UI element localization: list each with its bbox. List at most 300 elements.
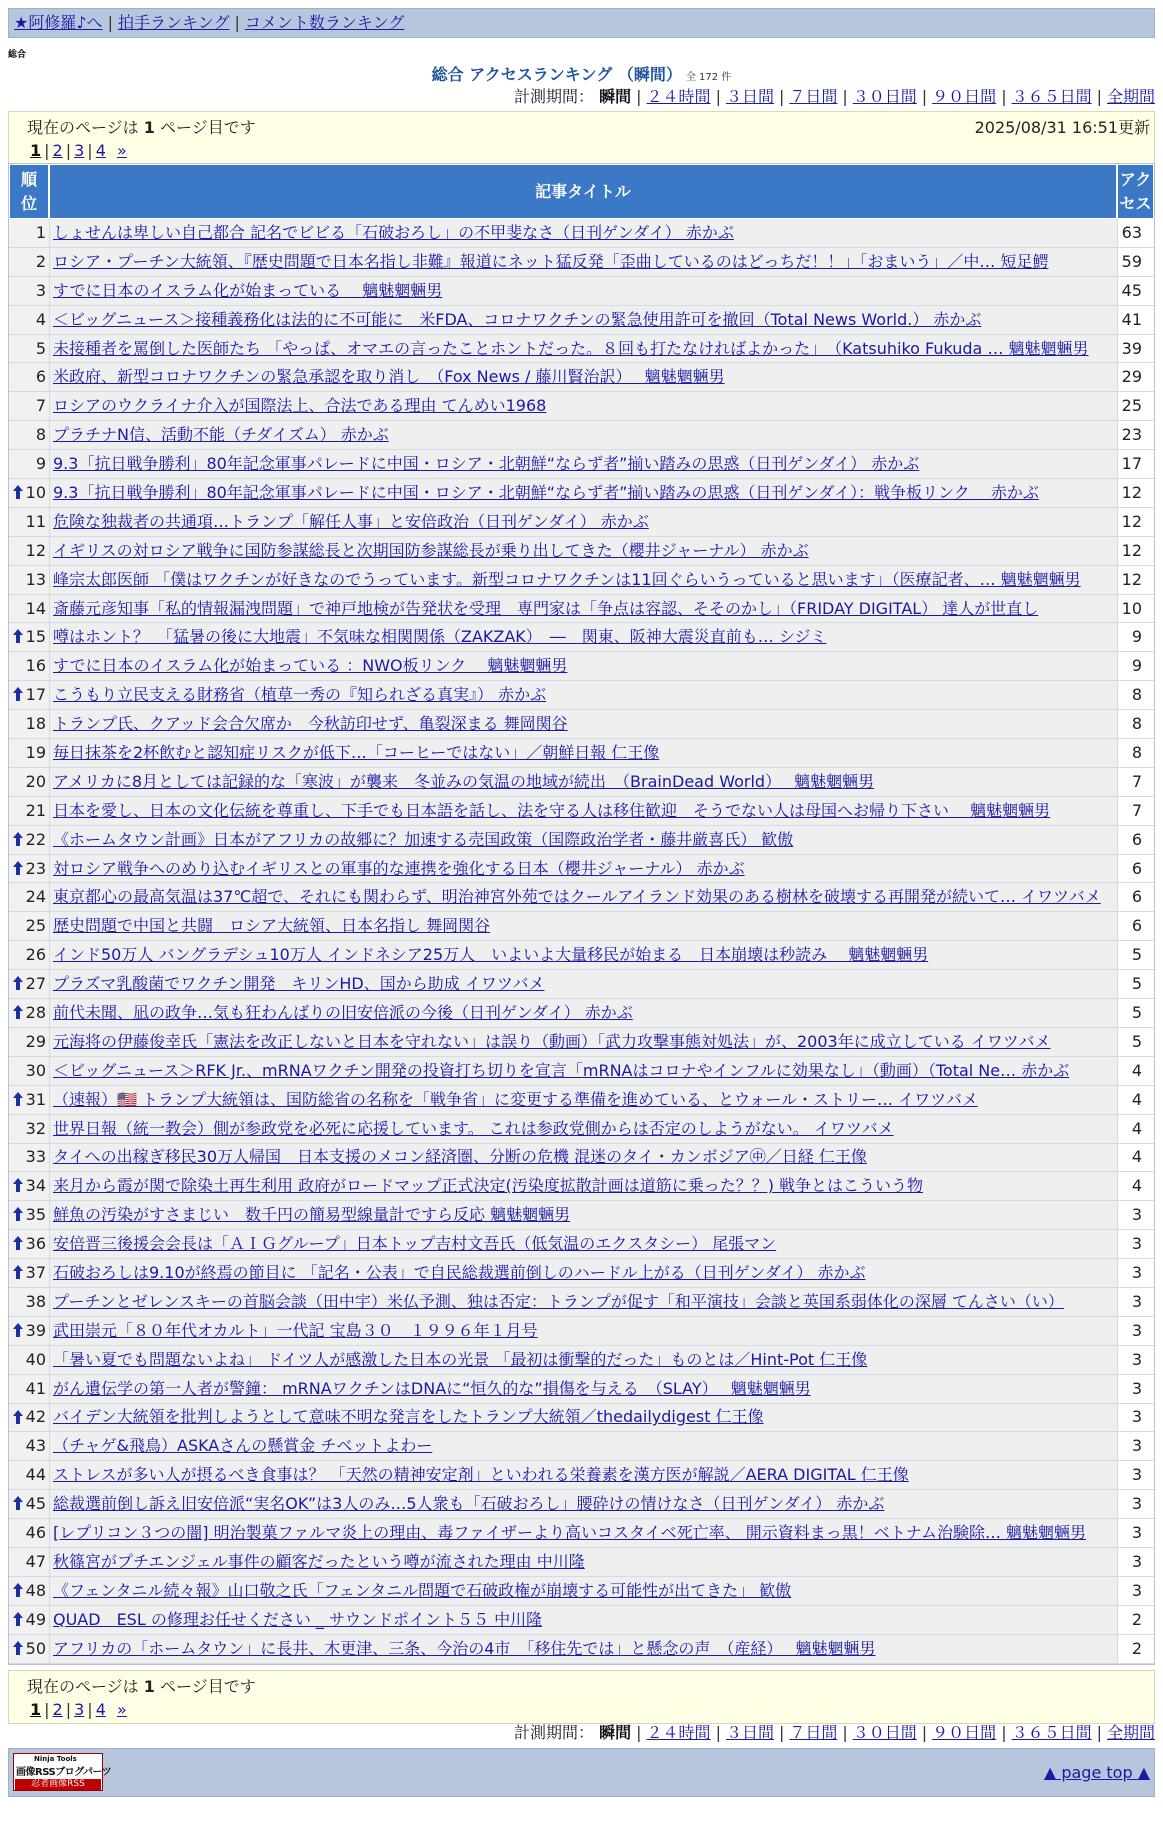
article-title-link[interactable]: 未接種者を罵倒した医師たち 「やっぱ、オマエの言ったことホントだった。８回も打たなければよかった」 （Katsuhiko Fukuda … 魑魅魍魎男 (53, 338, 1089, 358)
rank-number: 12 (25, 540, 46, 560)
next-page-link[interactable]: » (116, 1700, 127, 1719)
up-arrow-icon (12, 1322, 24, 1338)
rank-cell (9, 421, 49, 450)
rank-number: 31 (25, 1089, 46, 1109)
access-count: 4 (1117, 1057, 1154, 1086)
rank-number: 30 (25, 1060, 46, 1080)
article-title-link[interactable]: 鮮魚の汚染がすさまじい 数千円の簡易型線量計ですら反応 魑魅魍魎男 (53, 1205, 571, 1225)
article-title-link[interactable]: バイデン大統領を批判しようとして意味不明な発言をしたトランプ大統領／thedailydigest 仁王像 (53, 1407, 764, 1427)
access-count: 3 (1117, 1461, 1154, 1490)
access-count: 4 (1117, 1144, 1154, 1173)
title-cell (49, 595, 1117, 624)
title-cell (49, 623, 1117, 652)
rank-number: 27 (25, 974, 46, 994)
table-row (9, 855, 1154, 884)
period-7d-link[interactable]: ７日間 (789, 87, 838, 106)
rank-cell (9, 1548, 49, 1577)
access-count: 2 (1117, 1606, 1154, 1635)
article-title-link[interactable]: 安倍晋三後援会会長は「ＡＩＧグループ」日本トップ吉村文吾氏（低気温のエクスタシー） 尾張マン (53, 1234, 777, 1254)
up-arrow-icon (12, 1004, 24, 1020)
separator: | (107, 13, 113, 32)
article-title-link[interactable]: 米政府、新型コロナワクチンの緊急承認を取り消し （Fox News / 藤川賢治訳） 魑魅魍魎男 (53, 367, 725, 387)
rank-cell (9, 248, 49, 277)
article-title-link[interactable]: すでに日本のイスラム化が始まっている 魑魅魍魎男 (53, 280, 443, 300)
ninja-badge-small-text: Ninja Tools (34, 1755, 77, 1763)
next-page-link[interactable]: » (116, 141, 127, 160)
access-count: 3 (1117, 1577, 1154, 1606)
table-row (9, 1201, 1154, 1230)
applause-ranking-link[interactable]: 拍手ランキング (117, 13, 230, 32)
article-title-link[interactable]: 斎藤元彦知事「私的情報漏洩問題」で神戸地検が告発状を受理 専門家は「争点は容認、そそのかし」（FRIDAY DIGITAL） 達人が世直し (53, 598, 1039, 618)
rank-number: 33 (25, 1147, 46, 1167)
table-row (9, 1115, 1154, 1144)
rank-cell (9, 710, 49, 739)
title-cell (49, 1144, 1117, 1173)
up-arrow-icon (12, 484, 24, 500)
table-row (9, 219, 1154, 248)
article-title-link[interactable]: （チャゲ&飛鳥）ASKAさんの懸賞金 チベットよわー (53, 1436, 433, 1456)
page-title (0, 62, 1163, 85)
comment-ranking-link[interactable]: コメント数ランキング (244, 13, 405, 32)
rank-number: 15 (25, 627, 46, 647)
up-arrow-icon (12, 860, 24, 876)
rank-number: 5 (35, 338, 46, 358)
period-all-link[interactable]: 全期間 (1106, 1723, 1155, 1742)
title-cell (49, 710, 1117, 739)
rank-number: 10 (25, 482, 46, 502)
rank-cell (9, 363, 49, 392)
up-arrow-icon (12, 686, 24, 702)
article-title-link[interactable]: 前代未聞、凪の政争…気も狂わんばりの旧安倍派の今後（日刊ゲンダイ） 赤かぶ (53, 1002, 633, 1022)
rank-cell (9, 508, 49, 537)
title-cell (49, 1490, 1117, 1519)
access-count: 3 (1117, 1432, 1154, 1461)
table-row (9, 479, 1154, 508)
title-cell (49, 248, 1117, 277)
rank-number: 4 (35, 309, 46, 329)
table-row (9, 1461, 1154, 1490)
article-title-link[interactable]: 危険な独裁者の共通項…トランプ「解任人事」と安倍政治（日刊ゲンダイ） 赤かぶ (53, 511, 649, 531)
title-cell (49, 1201, 1117, 1230)
access-count: 4 (1117, 1115, 1154, 1144)
article-title-link[interactable]: 9.3「抗日戦争勝利」80年記念軍事パレードに中国・ロシア・北朝鮮“ならず者”揃い踏みの思惑（日刊ゲンダイ）：戦争板リンク 赤かぶ (53, 482, 1039, 502)
rank-cell (9, 970, 49, 999)
table-row (9, 1404, 1154, 1433)
table-row (9, 595, 1154, 624)
article-title-link[interactable]: しょせんは卑しい自己都合 記名でビビる「石破おろし」の不甲斐なさ（日刊ゲンダイ） 赤かぶ (53, 222, 734, 242)
title-cell (49, 768, 1117, 797)
rank-number: 41 (25, 1378, 46, 1398)
page-2-link[interactable]: 2 (52, 1700, 63, 1719)
rank-cell (9, 1375, 49, 1404)
article-title-link[interactable]: トランプ氏、クアッド会合欠席か 今秋訪印せず、亀裂深まる 舞岡関谷 (53, 714, 568, 734)
access-count: 59 (1117, 248, 1154, 277)
rank-number: 3 (35, 280, 46, 300)
rank-cell (9, 855, 49, 884)
ranking-table (8, 163, 1155, 1665)
table-row (9, 1577, 1154, 1606)
period-current: 瞬間 (599, 87, 632, 106)
page-1-link[interactable]: 1 (30, 1700, 42, 1719)
current-page-text: 現在のページは 1 ページ目です (27, 1677, 256, 1696)
access-count: 12 (1117, 508, 1154, 537)
title-cell (49, 912, 1117, 941)
period-3d-link[interactable]: ３日間 (725, 87, 774, 106)
rank-cell (9, 537, 49, 566)
table-row (9, 1288, 1154, 1317)
access-count: 3 (1117, 1375, 1154, 1404)
ninja-badge-red-text: 忍者画像RSS (15, 1779, 101, 1790)
article-title-link[interactable]: 元海将の伊藤俊幸氏「憲法を改正しないと日本を守れない」は誤り（動画）「武力攻撃事態対処法」が、2003年に成立している イワツバメ (53, 1031, 1051, 1051)
article-title-link[interactable]: [レプリコン３つの闇] 明治製菓ファルマ炎上の理由、毒ファイザーより高いコスタイベ死亡率、 開示資料まっ黒！ベトナム治験除… 魑魅魍魎男 (53, 1523, 1087, 1543)
rank-cell (9, 1288, 49, 1317)
title-cell (49, 652, 1117, 681)
access-count: 6 (1117, 912, 1154, 941)
period-30d-link[interactable]: ３０日間 (852, 87, 917, 106)
article-title-link[interactable]: 毎日抹茶を2杯飲むと認知症リスクが低下…「コーヒーではない」／朝鮮日報 仁王像 (53, 742, 660, 762)
pager-bottom (8, 1670, 1155, 1724)
title-cell (49, 1375, 1117, 1404)
article-title-link[interactable]: 対ロシア戦争へのめり込むイギリスとの軍事的な連携を強化する日本（櫻井ジャーナル） 赤かぶ (53, 858, 745, 878)
table-row (9, 421, 1154, 450)
ninja-badge-main-text: 画像RSSブログパーツ (16, 1767, 112, 1778)
rank-cell (9, 277, 49, 306)
rank-cell (9, 450, 49, 479)
access-count: 3 (1117, 1519, 1154, 1548)
title-cell (49, 1288, 1117, 1317)
title-cell (49, 1346, 1117, 1375)
article-title-link[interactable]: 来月から霞が関で除染土再生利用 政府がロードマップ正式決定(汚染度拡散計画は道筋に乗った？？) 戦争とはこういう物 (53, 1176, 924, 1196)
rank-cell (9, 1490, 49, 1519)
rank-cell (9, 1115, 49, 1144)
article-title-link[interactable]: 峰宗太郎医師 「僕はワクチンが好きなのでうっています。新型コロナワクチンは11回ぐらいうっていると思います」（医療記者、… 魑魅魍魎男 (53, 569, 1081, 589)
rank-number: 42 (25, 1407, 46, 1427)
article-title-link[interactable]: （速報）🇺🇸 トランプ大統領は、国防総省の名称を「戦争省」に変更する準備を進めている、とウォール・ストリー… イワツバメ (53, 1089, 978, 1109)
period-30d-link[interactable]: ３０日間 (852, 1723, 917, 1742)
table-row (9, 363, 1154, 392)
access-count: 41 (1117, 306, 1154, 335)
page-title-text: 総合 アクセスランキング （瞬間） (431, 65, 682, 84)
table-row (9, 1432, 1154, 1461)
article-title-link[interactable]: インド50万人 バングラデシュ10万人 インドネシア25万人 いよいよ大量移民が始まる 日本崩壊は秒読み 魑魅魍魎男 (53, 945, 929, 965)
footer-bar (8, 1748, 1155, 1797)
title-cell (49, 1259, 1117, 1288)
rank-cell (9, 1057, 49, 1086)
title-cell (49, 970, 1117, 999)
table-row (9, 941, 1154, 970)
period-90d-link[interactable]: ９０日間 (932, 87, 997, 106)
access-count: 5 (1117, 941, 1154, 970)
access-count: 12 (1117, 479, 1154, 508)
rank-cell (9, 826, 49, 855)
article-title-link[interactable]: タイへの出稼ぎ移民30万人帰国 日本支援のメコン経済圏、分断の危機 混迷のタイ・カンボジア㊥／日経 仁王像 (53, 1147, 867, 1167)
page-4-link[interactable]: 4 (95, 1700, 106, 1719)
rank-number: 1 (35, 222, 46, 242)
rank-cell (9, 797, 49, 826)
page-2-link[interactable]: 2 (52, 141, 63, 160)
table-row (9, 537, 1154, 566)
access-count: 2 (1117, 1635, 1154, 1664)
access-count: 3 (1117, 1288, 1154, 1317)
access-count: 8 (1117, 710, 1154, 739)
updated-timestamp: 2025/08/31 16:51更新 (974, 118, 1150, 137)
rank-number: 28 (25, 1002, 46, 1022)
top-nav-bar (8, 8, 1155, 38)
rank-cell (9, 1461, 49, 1490)
access-count: 3 (1117, 1490, 1154, 1519)
period-current: 瞬間 (599, 1723, 632, 1742)
article-title-link[interactable]: アメリカに8月としては記録的な「寒波」が襲来 冬並みの気温の地域が続出 （BrainDead World） 魑魅魍魎男 (53, 771, 875, 791)
title-cell (49, 1519, 1117, 1548)
access-count: 3 (1117, 1548, 1154, 1577)
pager-links: 1 | 2 | 3 | 4 » (30, 1700, 127, 1719)
period-24h-link[interactable]: ２４時間 (646, 87, 711, 106)
rank-number: 20 (25, 771, 46, 791)
title-cell (49, 681, 1117, 710)
access-count: 4 (1117, 1172, 1154, 1201)
page-1-link[interactable]: 1 (30, 141, 42, 160)
access-count: 3 (1117, 1230, 1154, 1259)
category-label: 総合 (8, 50, 27, 60)
article-title-link[interactable]: ロシア・プーチン大統領、『歴史問題で日本名指し非難』報道にネット猛反発「歪曲しているのはどっちだ！！」「おまいう」／中… 短足鰐 (53, 251, 1049, 271)
access-count: 9 (1117, 652, 1154, 681)
period-selector-bottom: 計測期間： 瞬間 | ２４時間 | ３日間 | ７日間 | ３０日間 | ９０日間 | ３６５日間 | 全期間 (514, 1723, 1155, 1742)
title-cell (49, 1172, 1117, 1201)
rank-number: 45 (25, 1494, 46, 1514)
rank-cell (9, 1086, 49, 1115)
rank-number: 38 (25, 1291, 46, 1311)
period-3d-link[interactable]: ３日間 (725, 1723, 774, 1742)
rank-number: 48 (25, 1580, 46, 1600)
title-cell (49, 450, 1117, 479)
table-row (9, 739, 1154, 768)
access-count: 63 (1117, 219, 1154, 248)
title-cell (49, 363, 1117, 392)
article-title-link[interactable]: がん遺伝学の第一人者が警鐘： mRNAワクチンはDNAに“恒久的な”損傷を与える （SLAY） 魑魅魍魎男 (53, 1378, 811, 1398)
table-row (9, 1490, 1154, 1519)
access-count: 3 (1117, 1404, 1154, 1433)
title-cell (49, 1230, 1117, 1259)
rank-cell (9, 392, 49, 421)
period-7d-link[interactable]: ７日間 (789, 1723, 838, 1742)
article-title-link[interactable]: すでに日本のイスラム化が始まっている ：NWO板リンク 魑魅魍魎男 (53, 656, 568, 676)
rank-cell (9, 1606, 49, 1635)
article-title-link[interactable]: 9.3「抗日戦争勝利」80年記念軍事パレードに中国・ロシア・北朝鮮“ならず者”揃い踏みの思惑（日刊ゲンダイ） 赤かぶ (53, 454, 920, 474)
article-title-link[interactable]: 《フェンタニル続々報》山口敬之氏「フェンタニル問題で石破政権が崩壊する可能性が出てきた」 歓傲 (53, 1580, 792, 1600)
rank-cell (9, 1404, 49, 1433)
rank-number: 50 (25, 1638, 46, 1658)
title-cell (49, 1577, 1117, 1606)
rank-cell (9, 595, 49, 624)
asyura-home-link[interactable]: ★阿修羅♪へ (14, 13, 103, 32)
rank-cell (9, 941, 49, 970)
table-row (9, 248, 1154, 277)
rank-number: 22 (25, 829, 46, 849)
article-title-link[interactable]: 噂はホント？ 「猛暑の後に大地震」不気味な相関関係（ZAKZAK） ― 関東、阪神大震災直前も… シジミ (53, 627, 827, 647)
table-row (9, 1317, 1154, 1346)
access-count: 4 (1117, 1086, 1154, 1115)
table-row (9, 883, 1154, 912)
rank-cell (9, 219, 49, 248)
up-arrow-icon (12, 1235, 24, 1251)
title-cell (49, 1606, 1117, 1635)
up-arrow-icon (12, 1206, 24, 1222)
rank-cell (9, 1577, 49, 1606)
rank-number: 9 (35, 454, 46, 474)
rank-cell (9, 1519, 49, 1548)
title-cell (49, 335, 1117, 364)
title-cell (49, 1635, 1117, 1664)
article-title-link[interactable]: 《ホームタウン計画》日本がアフリカの故郷に？加速する売国政策（国際政治学者・藤井厳喜氏） 歓傲 (53, 829, 794, 849)
up-arrow-icon (12, 1611, 24, 1627)
article-title-link[interactable]: 東京都心の最高気温は37℃超で、それにも関わらず、明治神宮外苑ではクールアイランド効果のある樹林を破壊する再開発が続いて… イワツバメ (53, 887, 1101, 907)
table-row (9, 1230, 1154, 1259)
table-row (9, 392, 1154, 421)
table-row (9, 797, 1154, 826)
title-cell (49, 999, 1117, 1028)
article-title-link[interactable]: QUAD ESL の修理お任せください _ サウンドポイント５５ 中川隆 (53, 1609, 543, 1629)
rank-cell (9, 1144, 49, 1173)
rank-number: 13 (25, 569, 46, 589)
page-4-link[interactable]: 4 (95, 141, 106, 160)
article-title-link[interactable]: ストレスが多い人が摂るべき食事は？ 「天然の精神安定剤」といわれる栄養素を漢方医が解説／AERA DIGITAL 仁王像 (53, 1465, 909, 1485)
table-row (9, 1172, 1154, 1201)
rank-number: 35 (25, 1205, 46, 1225)
rank-number: 36 (25, 1234, 46, 1254)
article-title-link[interactable]: ＜ビッグニュース＞接種義務化は法的に不可能に 米FDA、コロナワクチンの緊急使用許可を撤回（Total News World.） 赤かぶ (53, 309, 982, 329)
rank-number: 29 (25, 1031, 46, 1051)
article-title-link[interactable]: 日本を愛し、日本の文化伝統を尊重し、下手でも日本語を話し、法を守る人は移住歓迎 そうでない人は母国へお帰り下さい 魑魅魍魎男 (53, 800, 1051, 820)
article-title-link[interactable]: 「暑い夏でも問題ないよね」 ドイツ人が感激した日本の光景 「最初は衝撃的だった」ものとは／Hint-Pot 仁王像 (53, 1349, 868, 1369)
article-title-link[interactable]: 石破おろしは9.10が終焉の節目に 「記名・公表」で自民総裁選前倒しのハードル上がる（日刊ゲンダイ） 赤かぶ (53, 1263, 866, 1282)
rank-number: 40 (25, 1349, 46, 1369)
article-title-link[interactable]: ＜ビッグニュース＞RFK Jr.、mRNAワクチン開発の投資打ち切りを宣言「mRNAはコロナやインフルに効果なし」（動画）（Total Ne… 赤かぶ (53, 1060, 1070, 1080)
access-count: 6 (1117, 883, 1154, 912)
article-title-link[interactable]: プラチナN信、活動不能（チダイズム） 赤かぶ (53, 425, 389, 445)
article-title-link[interactable]: プーチンとゼレンスキーの首脳会談（田中宇）米仏予測、独は否定：トランプが促す「和平演技」会談と英国系弱体化の深層 てんさい（い） (53, 1291, 1064, 1311)
rank-cell (9, 1172, 49, 1201)
access-count: 8 (1117, 681, 1154, 710)
title-cell (49, 306, 1117, 335)
rank-number: 17 (25, 685, 46, 705)
table-row (9, 710, 1154, 739)
table-row (9, 652, 1154, 681)
pager-top (8, 111, 1155, 165)
rank-number: 6 (35, 367, 46, 387)
rank-cell (9, 479, 49, 508)
table-row (9, 1057, 1154, 1086)
rank-cell (9, 768, 49, 797)
rank-cell (9, 1346, 49, 1375)
table-row (9, 450, 1154, 479)
rank-cell (9, 681, 49, 710)
article-title-link[interactable]: 世界日報（統一教会）側が参政党を必死に応援しています。 これは参政党側からは否定のしようがない。 イワツバメ (53, 1118, 894, 1138)
table-row (9, 999, 1154, 1028)
access-count: 17 (1117, 450, 1154, 479)
title-cell (49, 1548, 1117, 1577)
title-cell (49, 566, 1117, 595)
access-count: 8 (1117, 739, 1154, 768)
access-count: 7 (1117, 768, 1154, 797)
table-header-row (9, 164, 1154, 219)
article-title-link[interactable]: 武田崇元「８０年代オカルト」一代記 宝島３０ １９９６年１月号 (53, 1320, 538, 1340)
header-access: アクセス (1117, 164, 1154, 219)
article-title-link[interactable]: こうもり立民支える財務省（植草一秀の『知られざる真実』） 赤かぶ (53, 685, 547, 705)
title-cell (49, 1057, 1117, 1086)
table-row (9, 335, 1154, 364)
access-count: 10 (1117, 595, 1154, 624)
page-top-link[interactable]: ▲ page top ▲ (1043, 1763, 1150, 1782)
title-cell (49, 1086, 1117, 1115)
rank-number: 43 (25, 1436, 46, 1456)
access-count: 12 (1117, 566, 1154, 595)
rank-number: 21 (25, 800, 46, 820)
rank-number: 39 (25, 1320, 46, 1340)
rank-number: 26 (25, 945, 46, 965)
article-title-link[interactable]: プラズマ乳酸菌でワクチン開発 キリンHD、国から助成 イワツバメ (53, 974, 545, 994)
title-cell (49, 421, 1117, 450)
rank-cell (9, 1635, 49, 1664)
table-row (9, 1144, 1154, 1173)
article-title-link[interactable]: アフリカの「ホームタウン」に長井、木更津、三条、今治の4市 「移住先では」と懸念の声 （産経） 魑魅魍魎男 (53, 1638, 876, 1658)
access-count: 9 (1117, 623, 1154, 652)
up-arrow-icon (12, 1582, 24, 1598)
page-3-link[interactable]: 3 (74, 141, 85, 160)
rank-cell (9, 912, 49, 941)
up-arrow-icon (12, 1264, 24, 1280)
rank-cell (9, 1230, 49, 1259)
period-90d-link[interactable]: ９０日間 (932, 1723, 997, 1742)
rank-number: 7 (35, 396, 46, 416)
rank-number: 11 (25, 511, 46, 531)
period-24h-link[interactable]: ２４時間 (646, 1723, 711, 1742)
ninja-rss-badge[interactable] (13, 1753, 112, 1791)
rank-number: 18 (25, 714, 46, 734)
up-arrow-icon (12, 1091, 24, 1107)
table-row (9, 1086, 1154, 1115)
page-3-link[interactable]: 3 (74, 1700, 85, 1719)
rank-number: 44 (25, 1465, 46, 1485)
period-365d-link[interactable]: ３６５日間 (1011, 1723, 1092, 1742)
table-row (9, 1606, 1154, 1635)
article-title-link[interactable]: 秋篠宮がプチエンジェル事件の顧客だったという噂が流された理由 中川隆 (53, 1551, 585, 1571)
article-title-link[interactable]: 歴史問題で中国と共闘 ロシア大統領、日本名指し 舞岡関谷 (53, 916, 491, 936)
rank-number: 37 (25, 1263, 46, 1282)
article-title-link[interactable]: ロシアのウクライナ介入が国際法上、合法である理由 てんめい1968 (53, 396, 547, 416)
article-title-link[interactable]: イギリスの対ロシア戦争に国防参謀総長と次期国防参謀総長が乗り出してきた（櫻井ジャーナル） 赤かぶ (53, 540, 809, 560)
table-row (9, 1375, 1154, 1404)
title-cell (49, 797, 1117, 826)
up-arrow-icon (12, 1177, 24, 1193)
table-row (9, 1635, 1154, 1664)
title-cell (49, 219, 1117, 248)
table-row (9, 681, 1154, 710)
access-count: 5 (1117, 1028, 1154, 1057)
separator: | (234, 13, 240, 32)
access-count: 45 (1117, 277, 1154, 306)
rank-number: 24 (25, 887, 46, 907)
pager-links: 1 | 2 | 3 | 4 » (30, 141, 127, 160)
up-arrow-icon (12, 1495, 24, 1511)
period-365d-link[interactable]: ３６５日間 (1011, 87, 1092, 106)
table-row (9, 1259, 1154, 1288)
period-all-link[interactable]: 全期間 (1106, 87, 1155, 106)
article-title-link[interactable]: 総裁選前倒し訴え旧安倍派“実名OK”は3人のみ…5人衆も「石破おろし」腰砕けの情けなさ（日刊ゲンダイ） 赤かぶ (53, 1494, 885, 1514)
rank-cell (9, 1259, 49, 1288)
total-count: 全 172 件 (685, 72, 732, 83)
access-count: 7 (1117, 797, 1154, 826)
up-arrow-icon (12, 831, 24, 847)
